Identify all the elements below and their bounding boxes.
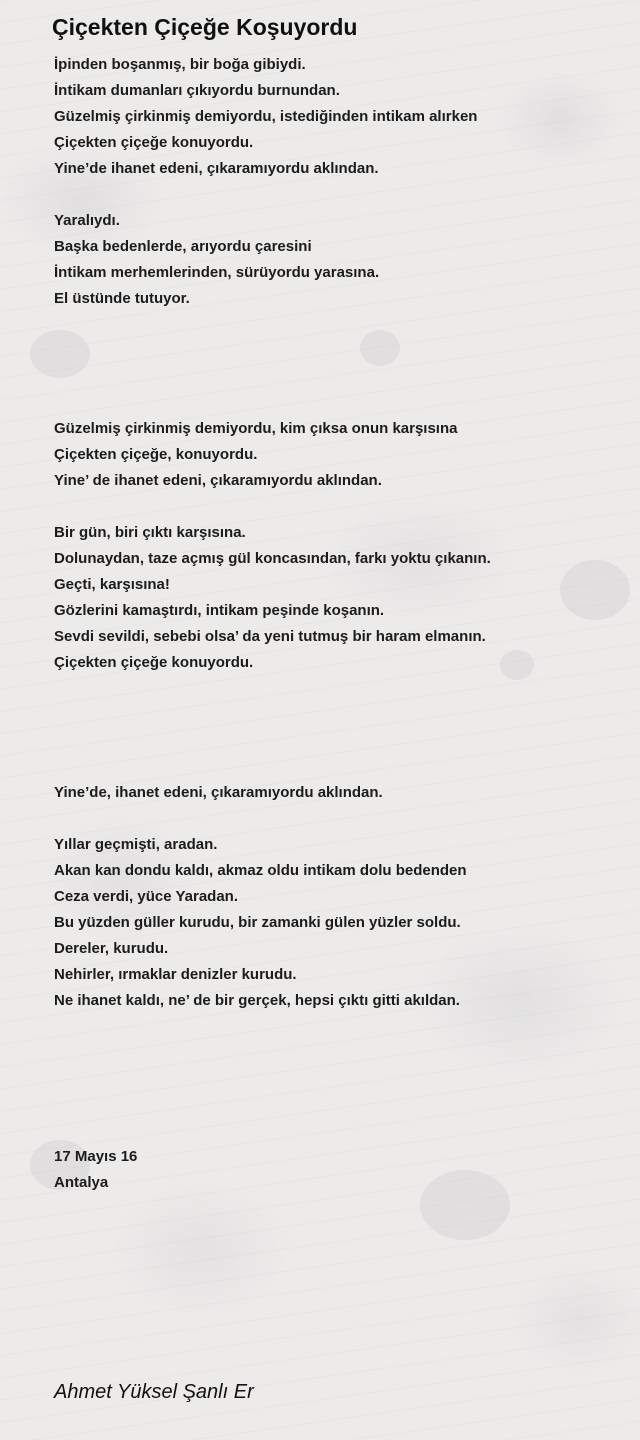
poem-place: Antalya bbox=[54, 1174, 109, 1191]
stanza-gap bbox=[54, 806, 614, 832]
stanza-gap bbox=[54, 390, 614, 416]
poem-title: Çiçekten Çiçeğe Koşuyordu bbox=[52, 14, 358, 40]
poem-line: Çiçekten çiçeğe konuyordu. bbox=[54, 134, 254, 151]
poem-line: Bir gün, biri çıktı karşısına. bbox=[54, 524, 246, 541]
stanza-gap bbox=[54, 676, 614, 754]
poem-footer bbox=[54, 1144, 614, 1196]
poem-line: Yine’de, ihanet edeni, çıkaramıyordu aklından. bbox=[54, 784, 383, 801]
poem-line: Sevdi sevildi, sebebi olsa’ da yeni tutmuş bir haram elmanın. bbox=[54, 628, 486, 645]
poem-line: Nehirler, ırmaklar denizler kurudu. bbox=[54, 966, 297, 983]
stanza-1 bbox=[54, 52, 614, 182]
stanza-2 bbox=[54, 208, 614, 312]
poem-date: 17 Mayıs 16 bbox=[54, 1148, 138, 1165]
poem-line: Güzelmiş çirkinmiş demiyordu, kim çıksa onun karşısına bbox=[54, 420, 458, 437]
poem-line: Gözlerini kamaştırdı, intikam peşinde koşanın. bbox=[54, 602, 385, 619]
poem-line: Bu yüzden güller kurudu, bir zamanki gülen yüzler soldu. bbox=[54, 914, 461, 931]
poem-line: Yaralıydı. bbox=[54, 212, 120, 229]
author-signature: Ahmet Yüksel Şanlı Er bbox=[54, 1381, 254, 1403]
poem-line: İpinden boşanmış, bir boğa gibiydi. bbox=[54, 56, 306, 73]
poem-line: Geçti, karşısına! bbox=[54, 576, 170, 593]
poem-line: İntikam dumanları çıkıyordu burnundan. bbox=[54, 82, 340, 99]
stanza-gap bbox=[54, 754, 614, 780]
stanza-6 bbox=[54, 832, 614, 1014]
poem-line: Ceza verdi, yüce Yaradan. bbox=[54, 888, 238, 905]
poem-line: Yıllar geçmişti, aradan. bbox=[54, 836, 218, 853]
stanza-gap bbox=[54, 1014, 614, 1144]
poem-line: Güzelmiş çirkinmiş demiyordu, istediğinden intikam alırken bbox=[54, 108, 478, 125]
stanza-3 bbox=[54, 416, 614, 494]
poem-line: Yine’ de ihanet edeni, çıkaramıyordu aklından. bbox=[54, 472, 382, 489]
stanza-5 bbox=[54, 780, 614, 806]
stanza-gap bbox=[54, 494, 614, 520]
poem-line: İntikam merhemlerinden, sürüyordu yarasına. bbox=[54, 264, 380, 281]
poem-line: Akan kan dondu kaldı, akmaz oldu intikam dolu bedenden bbox=[54, 862, 467, 879]
poem-line: Dolunaydan, taze açmış gül koncasından, farkı yoktu çıkanın. bbox=[54, 550, 491, 567]
poem-line: Dereler, kurudu. bbox=[54, 940, 169, 957]
poem-line: Ne ihanet kaldı, ne’ de bir gerçek, hepsi çıktı gitti akıldan. bbox=[54, 992, 460, 1009]
poem-line: Başka bedenlerde, arıyordu çaresini bbox=[54, 238, 312, 255]
stanza-4 bbox=[54, 520, 614, 676]
stanza-gap bbox=[54, 312, 614, 390]
poem-line: Yine’de ihanet edeni, çıkaramıyordu aklından. bbox=[54, 160, 379, 177]
poem-line: El üstünde tutuyor. bbox=[54, 290, 190, 307]
poem-line: Çiçekten çiçeğe, konuyordu. bbox=[54, 446, 258, 463]
poem-line: Çiçekten çiçeğe konuyordu. bbox=[54, 654, 254, 671]
poem-container bbox=[54, 10, 614, 1196]
stanza-gap bbox=[54, 182, 614, 208]
